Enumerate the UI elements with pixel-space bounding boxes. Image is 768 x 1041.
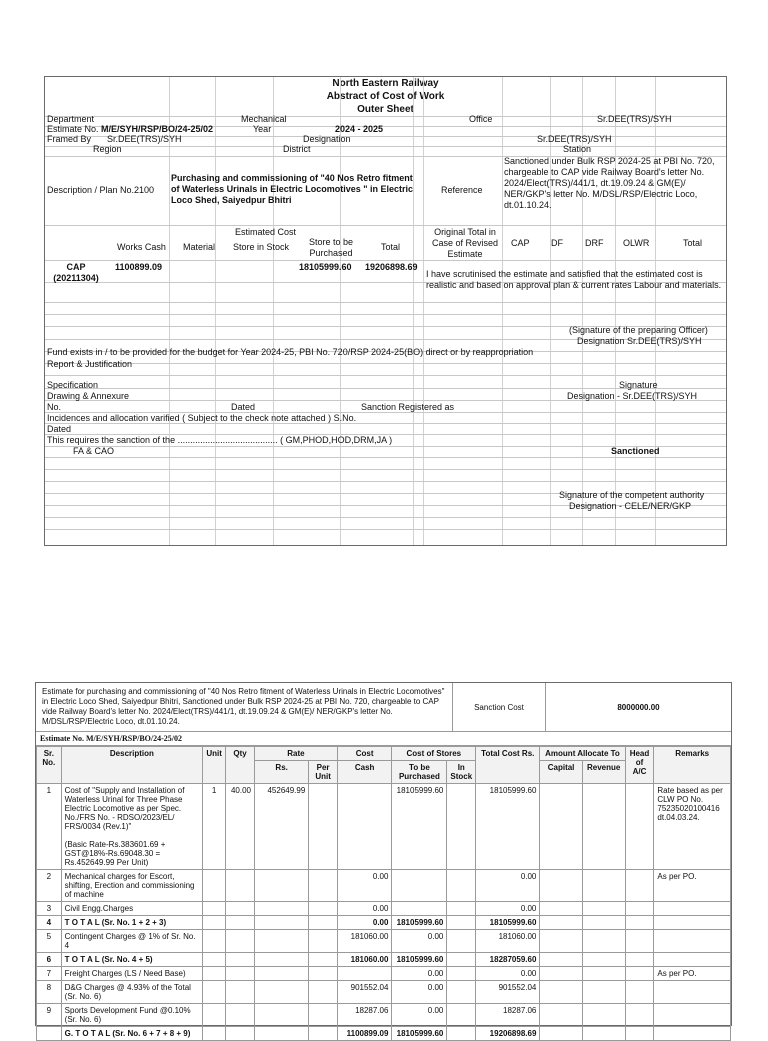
cell-to-be-purchased: 18105999.60 (392, 1027, 447, 1041)
cell-to-be-purchased: 0.00 (392, 967, 447, 981)
cell-per-unit (309, 967, 338, 981)
col-df-label: DF (551, 238, 563, 248)
description-text: Purchasing and commissioning of "40 Nos Retro fitment of Waterless Urinals in Electric Locomotives " in Electric Loco Shed, Saiyedpur Bhitri (171, 173, 414, 205)
th-cost-of-stores: Cost of Stores (392, 747, 476, 761)
cell-remarks (654, 981, 731, 1004)
cell-remarks (654, 953, 731, 967)
estimate-grid (36, 746, 731, 1041)
cell-unit (203, 1004, 226, 1027)
grid-hline (45, 469, 726, 470)
cell-capital (540, 784, 582, 870)
cell-cash (337, 784, 392, 870)
cell-capital (540, 953, 582, 967)
office-label: Office (469, 114, 493, 124)
cell-revenue (582, 953, 625, 967)
cell-sr: 7 (37, 967, 62, 981)
grid-hline (45, 260, 726, 261)
department-label: Department (47, 114, 95, 124)
cell-cash: 901552.04 (337, 981, 392, 1004)
cell-capital (540, 870, 582, 902)
grid-vline (423, 77, 424, 545)
requires-sanction-text: This requires the sanction of the ........................................ ( GM,PHOD,HOD,DRM,JA ) (47, 435, 393, 445)
cell-remarks (654, 930, 731, 953)
cell-total: 18287059.60 (476, 953, 540, 967)
cell-total: 18287.06 (476, 1004, 540, 1027)
cell-total: 0.00 (476, 967, 540, 981)
cell-capital (540, 1027, 582, 1041)
th-remarks: Remarks (654, 747, 731, 784)
table-row (37, 784, 731, 870)
grid-hline (45, 363, 726, 364)
cell-cash: 0.00 (337, 916, 392, 930)
cell-total: 19206898.69 (476, 1027, 540, 1041)
cell-qty (226, 930, 255, 953)
grid-vline (550, 77, 551, 545)
cell-revenue (582, 1004, 625, 1027)
grid-vline (502, 77, 503, 545)
th-rate-rs: Rs. (255, 761, 309, 784)
cell-qty (226, 916, 255, 930)
th-rate-per-unit: Per Unit (309, 761, 338, 784)
grid-hline (45, 375, 726, 376)
description-label: Description / Plan No.2100 (47, 185, 155, 195)
cell-to-be-purchased: 0.00 (392, 930, 447, 953)
cell-total: 901552.04 (476, 981, 540, 1004)
cell-description: T O T A L (Sr. No. 1 + 2 + 3) (61, 916, 203, 930)
table-row (37, 1027, 731, 1041)
cap-label: CAP (20211304) (53, 262, 99, 283)
cell-head (625, 953, 654, 967)
region-label: Region (93, 144, 122, 154)
cell-to-be-purchased: 0.00 (392, 981, 447, 1004)
estimate-body (37, 784, 731, 1041)
cell-description: Sports Development Fund @0.10% (Sr. No. 6) (61, 1004, 203, 1027)
cell-rate (255, 930, 309, 953)
grid-hline (45, 517, 726, 518)
scrutiny-text: I have scrutinised the estimate and satisfied that the estimated cost is realistic and based on approval plan & current rates Labour and materials. (426, 269, 722, 290)
cell-rate (255, 916, 309, 930)
cell-sr: 1 (37, 784, 62, 870)
cell-rate (255, 902, 309, 916)
report-label: Report & Justification (47, 359, 133, 369)
grid-hline (45, 314, 726, 315)
cell-unit (203, 1027, 226, 1041)
grid-hline (45, 529, 726, 530)
th-description: Description (61, 747, 203, 784)
grid-vline (655, 77, 656, 545)
designation-label: Designation (303, 134, 351, 144)
dated2-label: Dated (47, 424, 72, 434)
cell-revenue (582, 981, 625, 1004)
estimate-header-strip (36, 683, 731, 732)
table-row (37, 981, 731, 1004)
cell-per-unit (309, 870, 338, 902)
cell-total: 18105999.60 (476, 916, 540, 930)
office-value: Sr.DEE(TRS)/SYH (597, 114, 672, 124)
cell-sr (37, 1027, 62, 1041)
preparing-signature: (Signature of the preparing Officer) (569, 325, 708, 335)
cell-description: Civil Engg.Charges (61, 902, 203, 916)
cell-qty (226, 1027, 255, 1041)
competent-designation: Designation - CELE/NER/GKP (569, 501, 692, 511)
cell-rate (255, 1027, 309, 1041)
cell-unit (203, 953, 226, 967)
cell-in-stock (447, 916, 476, 930)
preparing-designation: Designation Sr.DEE(TRS)/SYH (577, 336, 702, 346)
cell-sr: 8 (37, 981, 62, 1004)
cell-remarks: Rate based as per CLW PO No. 75235020100416 dt.04.03.24. (654, 784, 731, 870)
cell-in-stock (447, 1027, 476, 1041)
cell-rate (255, 1004, 309, 1027)
cell-revenue (582, 1027, 625, 1041)
cell-per-unit (309, 930, 338, 953)
th-to-be-purchased: To be Purchased (392, 761, 447, 784)
signature-label: Signature (619, 380, 658, 390)
cell-revenue (582, 902, 625, 916)
cell-unit (203, 870, 226, 902)
cell-in-stock (447, 981, 476, 1004)
cell-sr: 3 (37, 902, 62, 916)
cell-remarks (654, 916, 731, 930)
cell-description: G. T O T A L (Sr. No. 6 + 7 + 8 + 9) (61, 1027, 203, 1041)
cell-remarks (654, 1004, 731, 1027)
header-row-1 (37, 747, 731, 761)
th-total-cost: Total Cost Rs. (476, 747, 540, 784)
cell-sr: 9 (37, 1004, 62, 1027)
cell-sr: 2 (37, 870, 62, 902)
cell-unit (203, 902, 226, 916)
cell-head (625, 981, 654, 1004)
grid-vline (215, 77, 216, 545)
cell-rate (255, 981, 309, 1004)
th-revenue: Revenue (582, 761, 625, 784)
cell-in-stock (447, 902, 476, 916)
th-in-stock: In Stock (447, 761, 476, 784)
department-value: Mechanical (241, 114, 287, 124)
no-label: No. (47, 402, 62, 412)
cell-head (625, 1027, 654, 1041)
cell-to-be-purchased: 18105999.60 (392, 953, 447, 967)
cell-to-be-purchased (392, 870, 447, 902)
cell-per-unit (309, 953, 338, 967)
cell-cash: 0.00 (337, 870, 392, 902)
framed-by-value: Sr.DEE(TRS)/SYH (107, 134, 182, 144)
cell-rate: 452649.99 (255, 784, 309, 870)
cell-in-stock (447, 930, 476, 953)
th-rate: Rate (255, 747, 338, 761)
table-row (37, 967, 731, 981)
cell-cash: 181060.00 (337, 953, 392, 967)
cell-cash: 181060.00 (337, 930, 392, 953)
cell-total: 18105999.60 (476, 784, 540, 870)
reference-text: Sanctioned under Bulk RSP 2024-25 at PBI No. 720, chargeable to CAP vide Railway Board's letter No. 2024/Elect(TRS)/441/1, dt.19.09.24 & GM(E)/ NER/GKP's letter No. M/DSL/RSP/Electric Loco, dt.01.10.24. (504, 156, 715, 210)
cell-head (625, 902, 654, 916)
col-cap-label: CAP (511, 238, 530, 248)
cell-qty (226, 1004, 255, 1027)
th-head-ac: Head of A/C (625, 747, 654, 784)
cell-head (625, 930, 654, 953)
cell-capital (540, 981, 582, 1004)
cell-in-stock (447, 953, 476, 967)
competent-signature: Signature of the competent authority (559, 490, 705, 500)
sanction-cost-value: 8000000.00 (617, 702, 660, 712)
grid-hline (45, 302, 726, 303)
grid-vline (169, 77, 170, 545)
cell-to-be-purchased: 18105999.60 (392, 916, 447, 930)
cell-description: Contingent Charges @ 1% of Sr. No. 4 (61, 930, 203, 953)
cap-store-to-be: 18105999.60 (299, 262, 352, 272)
sanctioned-label: Sanctioned (611, 446, 660, 456)
year-label: Year (253, 124, 272, 134)
incidences-text: Incidences and allocation varified ( Subject to the check note attached ) S.No. (47, 413, 357, 423)
sanction-cost-label: Sanction Cost (453, 683, 546, 731)
cell-unit (203, 916, 226, 930)
sanction-registered-label: Sanction Registered as (361, 402, 455, 412)
col-drf-label: DRF (585, 238, 604, 248)
cell-unit: 1 (203, 784, 226, 870)
th-cost-cash: Cash (337, 761, 392, 784)
grid-vline (413, 77, 414, 545)
th-capital: Capital (540, 761, 582, 784)
estimated-cost-label: Estimated Cost (235, 227, 297, 237)
signature-designation: Designation - Sr.DEE(TRS)/SYH (567, 391, 698, 401)
cell-qty (226, 981, 255, 1004)
cell-revenue (582, 916, 625, 930)
cell-cash: 1100899.09 (337, 1027, 392, 1041)
cell-total: 0.00 (476, 902, 540, 916)
cell-revenue (582, 784, 625, 870)
cell-capital (540, 902, 582, 916)
cell-description: Mechanical charges for Escort, shifting, Erection and commissioning of machine (61, 870, 203, 902)
cell-remarks: As per PO. (654, 870, 731, 902)
cell-head (625, 916, 654, 930)
cell-per-unit (309, 916, 338, 930)
cell-sr: 4 (37, 916, 62, 930)
store-in-stock-label: Store in Stock (233, 242, 290, 252)
grid-vline (615, 77, 616, 545)
cell-per-unit (309, 902, 338, 916)
cell-sr: 5 (37, 930, 62, 953)
cell-per-unit (309, 1027, 338, 1041)
th-unit: Unit (203, 747, 226, 784)
cell-qty: 40.00 (226, 784, 255, 870)
framed-by-label: Framed By (47, 134, 92, 144)
estimate-detail-table (35, 682, 732, 1038)
cell-head (625, 784, 654, 870)
col-total-label: Total (683, 238, 703, 248)
cell-rate (255, 870, 309, 902)
cell-revenue (582, 967, 625, 981)
estimate-no-value: M/E/SYH/RSP/BO/24-25/02 (101, 124, 214, 134)
district-label: District (283, 144, 311, 154)
table-row (37, 870, 731, 902)
specification-label: Specification (47, 380, 99, 390)
cell-revenue (582, 870, 625, 902)
grid-hline (45, 481, 726, 482)
total-label: Total (381, 242, 401, 252)
cell-per-unit (309, 1004, 338, 1027)
cell-to-be-purchased (392, 902, 447, 916)
cell-total: 181060.00 (476, 930, 540, 953)
cell-cash: 0.00 (337, 902, 392, 916)
reference-label: Reference (441, 185, 483, 195)
cell-to-be-purchased: 18105999.60 (392, 784, 447, 870)
designation-value: Sr.DEE(TRS)/SYH (537, 134, 612, 144)
cell-remarks (654, 1027, 731, 1041)
material-label: Material (183, 242, 216, 252)
cell-in-stock (447, 784, 476, 870)
cap-total: 19206898.69 (365, 262, 418, 272)
works-cash-label: Works Cash (117, 242, 166, 252)
cell-sr: 6 (37, 953, 62, 967)
cell-capital (540, 916, 582, 930)
cell-remarks: As per PO. (654, 967, 731, 981)
th-qty: Qty (226, 747, 255, 784)
station-label: Station (563, 144, 592, 154)
outer-sheet-title: Outer Sheet (357, 104, 414, 115)
cell-unit (203, 981, 226, 1004)
drawing-label: Drawing & Annexure (47, 391, 130, 401)
cell-description: T O T A L (Sr. No. 4 + 5) (61, 953, 203, 967)
grid-vline (340, 77, 341, 545)
cell-qty (226, 870, 255, 902)
abstract-of-cost-sheet (44, 76, 727, 546)
fa-cao-label: FA & CAO (73, 446, 115, 456)
cell-description: D&G Charges @ 4.93% of the Total (Sr. No. 6) (61, 981, 203, 1004)
cell-to-be-purchased: 0.00 (392, 1004, 447, 1027)
cell-cash (337, 967, 392, 981)
col-olwr-label: OLWR (623, 238, 650, 248)
dated-label: Dated (231, 402, 256, 412)
cell-capital (540, 930, 582, 953)
cell-remarks (654, 902, 731, 916)
estimate-no-label: Estimate No. (47, 124, 99, 134)
cell-capital (540, 1004, 582, 1027)
cell-in-stock (447, 870, 476, 902)
cell-head (625, 1004, 654, 1027)
cell-unit (203, 930, 226, 953)
original-total-label: Original Total in Case of Revised Estimate (431, 227, 499, 259)
grid-hline (45, 225, 726, 226)
cell-description: Freight Charges (LS / Need Base) (61, 967, 203, 981)
cell-rate (255, 953, 309, 967)
cell-in-stock (447, 1004, 476, 1027)
cell-head (625, 967, 654, 981)
cap-works-cash: 1100899.09 (115, 262, 163, 272)
th-sr-no: Sr. No. (37, 747, 62, 784)
store-to-be-purchased-label: Store to be Purchased (308, 237, 354, 258)
cell-total: 0.00 (476, 870, 540, 902)
cell-per-unit (309, 784, 338, 870)
table-row (37, 953, 731, 967)
cell-head (625, 870, 654, 902)
grid-hline (45, 457, 726, 458)
cell-qty (226, 953, 255, 967)
fund-text: Fund exists in / to be provided for the budget for Year 2024-25, PBI No. 720/RSP 2024-25(BO) direct or by reappropriation (47, 347, 534, 357)
cell-per-unit (309, 981, 338, 1004)
table-row (37, 916, 731, 930)
grid-vline (273, 77, 274, 545)
abstract-title: Abstract of Cost of Work (326, 91, 445, 102)
cell-unit (203, 967, 226, 981)
table-row (37, 930, 731, 953)
cell-rate (255, 967, 309, 981)
cell-capital (540, 967, 582, 981)
grid-hline (45, 146, 726, 147)
estimate-caption: Estimate for purchasing and commissioning of "40 Nos Retro fitment of Waterless Urinals in Electric Locomotives" in Electric Loco Shed, Saiyedpur Bhitri, Sanctioned under Bulk RSP 2024-25 at PBI No. 720, chargeable to CAP vide Railway Board's letter No. 2024/Elect(TRS)/441/1, dt.19.09.24 & GM(E)/ NER/GKP's letter No. M/DSL/RSP/Electric Loco, dt.01.10.24. (36, 683, 453, 731)
estimate-no-line: Estimate No. M/E/SYH/RSP/BO/24-25/02 (36, 732, 731, 746)
cell-qty (226, 902, 255, 916)
table-row (37, 902, 731, 916)
year-value: 2024 - 2025 (335, 124, 384, 134)
cell-in-stock (447, 967, 476, 981)
th-cost: Cost (337, 747, 392, 761)
org-title: North Eastern Railway (332, 78, 439, 89)
table-row (37, 1004, 731, 1027)
cell-revenue (582, 930, 625, 953)
cell-cash: 18287.06 (337, 1004, 392, 1027)
cell-description: Cost of "Supply and Installation of Waterless Urinal for Three Phase Electric Locomotive as per Spec. No./FRS No. - RDSO/2023/EL/ FRS/0034 (Rev.1)" (Basic Rate-Rs.383601.69 + GST@18%-Rs.69048.30 = Rs.452649.99 Per Unit) (61, 784, 203, 870)
th-amount-allocate: Amount Allocate To (540, 747, 625, 761)
cell-qty (226, 967, 255, 981)
